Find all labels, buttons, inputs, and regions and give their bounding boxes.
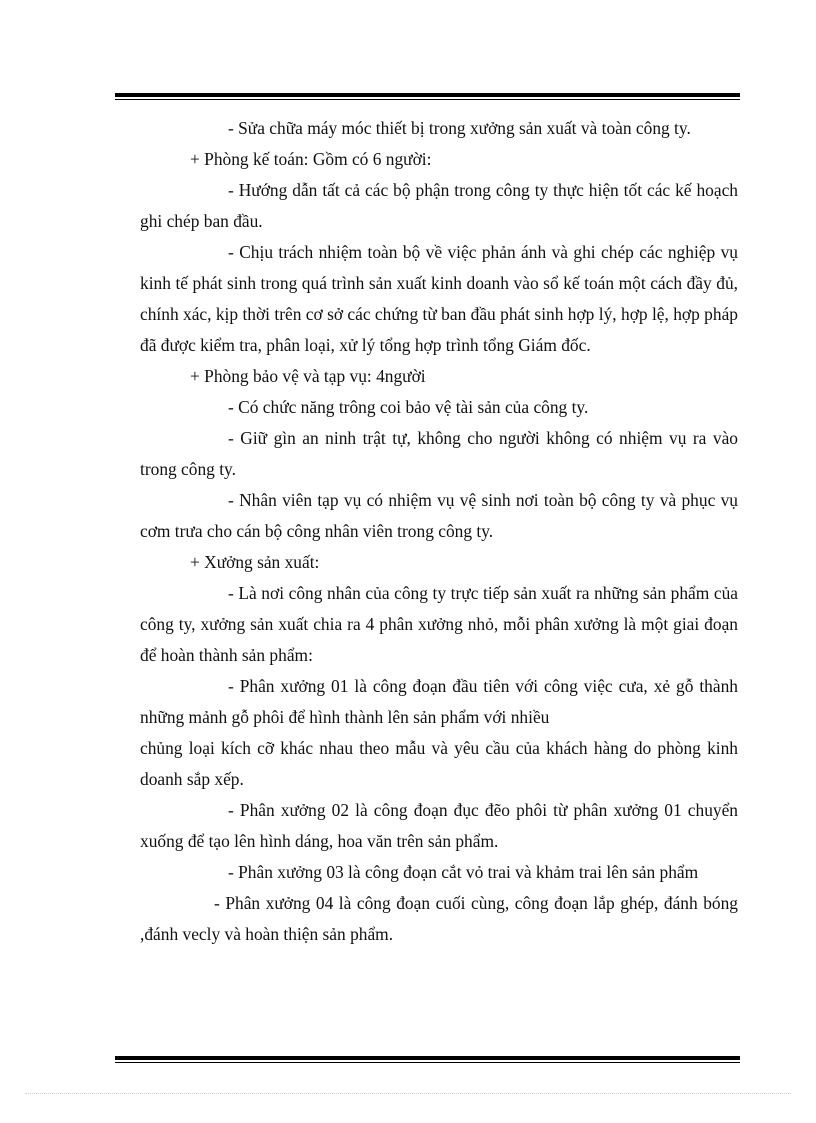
paragraph-11: - Phân xưởng 01 là công đoạn đầu tiên với công việc cưa, xẻ gỗ thành những mảnh gỗ phôi để hình thành lên sản phẩm với nhiều	[140, 676, 738, 727]
paragraph-10: - Là nơi công nhân của công ty trực tiếp sản xuất ra những sản phẩm của công ty, xưởng sản xuất chia ra 4 phân xưởng nhỏ, mỗi phân xưởng là một giai đoạn để hoàn thành sản phẩm:	[140, 583, 738, 665]
page-body	[140, 113, 738, 950]
page-edge-divider	[25, 1093, 791, 1094]
paragraph-13: - Phân xưởng 02 là công đoạn đục đẽo phôi từ phân xưởng 01 chuyển xuống để tạo lên hình dáng, hoa văn trên sản phẩm.	[140, 800, 738, 851]
paragraph-6: - Có chức năng trông coi bảo vệ tài sản của công ty.	[228, 397, 589, 417]
paragraph-15: - Phân xưởng 04 là công đoạn cuối cùng, công đoạn lắp ghép, đánh bóng ,đánh vecly và hoàn thiện sản phẩm.	[140, 893, 738, 944]
paragraph-12: chủng loại kích cỡ khác nhau theo mẫu và yêu cầu của khách hàng do phòng kinh doanh sắp xếp.	[140, 738, 738, 789]
header-rule	[115, 93, 740, 100]
paragraph-9: + Xưởng sản xuất:	[190, 552, 320, 572]
paragraph-4: - Chịu trách nhiệm toàn bộ về việc phản ánh và ghi chép các nghiệp vụ kinh tế phát sinh trong quá trình sản xuất kinh doanh vào sổ kế toán một cách đầy đủ, chính xác, kịp thời trên cơ sở các chứng từ ban đầu phát sinh hợp lý, hợp lệ, hợp pháp đã được kiểm tra, phân loại, xử lý tổng hợp trình tổng Giám đốc.	[140, 242, 738, 355]
paragraph-2: + Phòng kế toán: Gồm có 6 người:	[190, 149, 432, 169]
paragraph-7: - Giữ gìn an ninh trật tự, không cho người không có nhiệm vụ ra vào trong công ty.	[140, 428, 738, 479]
paragraph-5: + Phòng bảo vệ và tạp vụ: 4người	[190, 366, 426, 386]
footer-rule	[115, 1056, 740, 1063]
paragraph-1: - Sửa chữa máy móc thiết bị trong xưởng sản xuất và toàn công ty.	[228, 118, 691, 138]
paragraph-14: - Phân xưởng 03 là công đoạn cắt vỏ trai và khảm trai lên sản phẩm	[228, 862, 699, 882]
paragraph-8: - Nhân viên tạp vụ có nhiệm vụ vệ sinh nơi toàn bộ công ty và phục vụ cơm trưa cho cán bộ công nhân viên trong công ty.	[140, 490, 738, 541]
paragraph-3: - Hướng dẫn tất cả các bộ phận trong công ty thực hiện tốt các kế hoạch ghi chép ban đầu.	[140, 180, 738, 231]
